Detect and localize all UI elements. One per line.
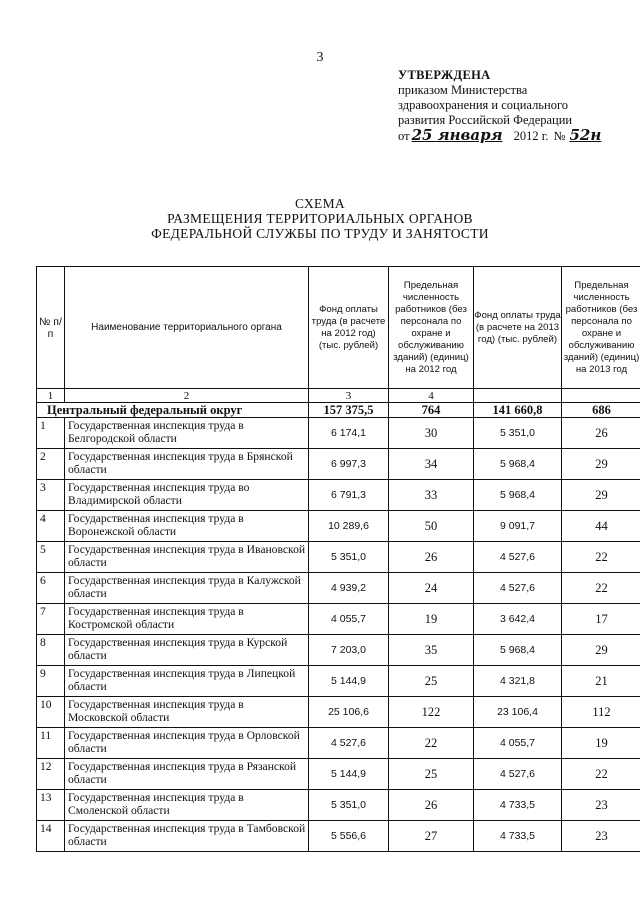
row-number: 12 <box>37 759 65 790</box>
inspection-name: Государственная инспекция труда в Брянской области <box>65 449 309 480</box>
header-staff-2013: Предельная численность работников (без персонала по охране и обслуживанию зданий) (единиц) на 2013 год <box>562 267 640 389</box>
fund-2012-cell: 5 144,9 <box>309 666 389 697</box>
title-line-2: РАЗМЕЩЕНИЯ ТЕРРИТОРИАЛЬНЫХ ОРГАНОВ <box>167 211 473 226</box>
approval-number-prefix: № <box>553 129 566 143</box>
staff-2013-cell: 29 <box>562 480 640 511</box>
inspection-name: Государственная инспекция труда в Воронежской области <box>65 511 309 542</box>
inspection-name: Государственная инспекция труда в Московской области <box>65 697 309 728</box>
staff-2013-cell: 23 <box>562 790 640 821</box>
table-row <box>37 511 640 542</box>
fund-2012-cell: 4 055,7 <box>309 604 389 635</box>
fund-2013-cell: 4 527,6 <box>474 759 562 790</box>
row-number: 4 <box>37 511 65 542</box>
title-line-1: СХЕМА <box>295 196 345 211</box>
staff-2013-cell: 29 <box>562 635 640 666</box>
staff-2012-cell: 30 <box>389 418 474 449</box>
table-row <box>37 573 640 604</box>
approval-line-3: развития Российской Федерации <box>398 113 573 127</box>
staff-2012-cell: 34 <box>389 449 474 480</box>
staff-2012-cell: 26 <box>389 790 474 821</box>
header-fund-2013: Фонд оплаты труда (в расчете на 2013 год) (тыс. рублей) <box>474 267 562 389</box>
row-number: 5 <box>37 542 65 573</box>
staff-2013-cell: 29 <box>562 449 640 480</box>
table-row <box>37 604 640 635</box>
column-number: 1 <box>37 389 65 403</box>
document-title <box>0 196 640 241</box>
row-number: 9 <box>37 666 65 697</box>
column-number: 4 <box>389 389 474 403</box>
row-number: 10 <box>37 697 65 728</box>
table-row <box>37 666 640 697</box>
fund-2013-cell: 5 351,0 <box>474 418 562 449</box>
staff-2012-cell: 27 <box>389 821 474 852</box>
fund-2013-cell: 9 091,7 <box>474 511 562 542</box>
fund-2012-cell: 6 791,3 <box>309 480 389 511</box>
fund-2012-cell: 25 106,6 <box>309 697 389 728</box>
row-number: 3 <box>37 480 65 511</box>
staffing-table <box>36 266 640 852</box>
approval-title: УТВЕРЖДЕНА <box>398 68 491 82</box>
approval-date-line <box>398 128 628 144</box>
row-number: 2 <box>37 449 65 480</box>
row-number: 11 <box>37 728 65 759</box>
fund-2013-cell: 4 055,7 <box>474 728 562 759</box>
staff-2012-cell: 33 <box>389 480 474 511</box>
table-row <box>37 480 640 511</box>
inspection-name: Государственная инспекция труда в Белгородской области <box>65 418 309 449</box>
staff-2013-cell: 112 <box>562 697 640 728</box>
table-row <box>37 418 640 449</box>
row-number: 8 <box>37 635 65 666</box>
fund-2012-cell: 7 203,0 <box>309 635 389 666</box>
column-number <box>474 389 562 403</box>
district-fund-2012: 157 375,5 <box>309 403 389 418</box>
fund-2013-cell: 3 642,4 <box>474 604 562 635</box>
staff-2012-cell: 19 <box>389 604 474 635</box>
inspection-name: Государственная инспекция труда во Владимирской области <box>65 480 309 511</box>
staff-2012-cell: 35 <box>389 635 474 666</box>
table-row <box>37 542 640 573</box>
fund-2012-cell: 4 939,2 <box>309 573 389 604</box>
inspection-name: Государственная инспекция труда в Ивановской области <box>65 542 309 573</box>
approval-line-1: приказом Министерства <box>398 83 528 97</box>
staff-2012-cell: 25 <box>389 759 474 790</box>
fund-2013-cell: 5 968,4 <box>474 635 562 666</box>
fund-2013-cell: 4 527,6 <box>474 542 562 573</box>
fund-2012-cell: 5 144,9 <box>309 759 389 790</box>
handwritten-date: 25 января <box>411 126 503 144</box>
row-number: 1 <box>37 418 65 449</box>
approval-stamp <box>398 68 628 144</box>
page-number: 3 <box>316 50 324 65</box>
fund-2013-cell: 23 106,4 <box>474 697 562 728</box>
inspection-name: Государственная инспекция труда в Калужской области <box>65 573 309 604</box>
table-body <box>37 418 640 852</box>
inspection-name: Государственная инспекция труда в Орловской области <box>65 728 309 759</box>
approval-line-2: здравоохранения и социального <box>398 98 569 112</box>
inspection-name: Государственная инспекция труда в Рязанской области <box>65 759 309 790</box>
fund-2012-cell: 6 997,3 <box>309 449 389 480</box>
table-row <box>37 759 640 790</box>
fund-2013-cell: 4 321,8 <box>474 666 562 697</box>
district-row <box>37 403 640 418</box>
table-header-row <box>37 267 640 389</box>
inspection-name: Государственная инспекция труда в Липецкой области <box>65 666 309 697</box>
staff-2013-cell: 26 <box>562 418 640 449</box>
column-number: 2 <box>65 389 309 403</box>
fund-2012-cell: 5 351,0 <box>309 542 389 573</box>
staff-2012-cell: 50 <box>389 511 474 542</box>
inspection-name: Государственная инспекция труда в Тамбовской области <box>65 821 309 852</box>
row-number: 14 <box>37 821 65 852</box>
district-name: Центральный федеральный округ <box>37 403 309 418</box>
staff-2012-cell: 25 <box>389 666 474 697</box>
fund-2013-cell: 5 968,4 <box>474 449 562 480</box>
fund-2012-cell: 5 556,6 <box>309 821 389 852</box>
staff-2013-cell: 21 <box>562 666 640 697</box>
row-number: 7 <box>37 604 65 635</box>
row-number: 13 <box>37 790 65 821</box>
staff-2012-cell: 122 <box>389 697 474 728</box>
table-row <box>37 635 640 666</box>
approval-year: 2012 г. <box>513 129 549 143</box>
column-number-row <box>37 389 640 403</box>
staff-2013-cell: 19 <box>562 728 640 759</box>
header-fund-2012: Фонд оплаты труда (в расчете на 2012 год) (тыс. рублей) <box>309 267 389 389</box>
inspection-name: Государственная инспекция труда в Курской области <box>65 635 309 666</box>
staff-2013-cell: 17 <box>562 604 640 635</box>
staff-2012-cell: 24 <box>389 573 474 604</box>
district-staff-2013: 686 <box>562 403 640 418</box>
table-row <box>37 821 640 852</box>
inspection-name: Государственная инспекция труда в Костромской области <box>65 604 309 635</box>
staff-2013-cell: 44 <box>562 511 640 542</box>
fund-2013-cell: 5 968,4 <box>474 480 562 511</box>
fund-2013-cell: 4 733,5 <box>474 821 562 852</box>
table-row <box>37 697 640 728</box>
staff-2013-cell: 23 <box>562 821 640 852</box>
fund-2012-cell: 5 351,0 <box>309 790 389 821</box>
column-number: 3 <box>309 389 389 403</box>
header-number: № п/п <box>37 267 65 389</box>
fund-2012-cell: 10 289,6 <box>309 511 389 542</box>
staff-2013-cell: 22 <box>562 759 640 790</box>
staff-2013-cell: 22 <box>562 542 640 573</box>
staff-2013-cell: 22 <box>562 573 640 604</box>
title-line-3: ФЕДЕРАЛЬНОЙ СЛУЖБЫ ПО ТРУДУ И ЗАНЯТОСТИ <box>151 226 489 241</box>
staff-2012-cell: 26 <box>389 542 474 573</box>
header-staff-2012: Предельная численность работников (без персонала по охране и обслуживанию зданий) (единиц) на 2012 год <box>389 267 474 389</box>
fund-2013-cell: 4 733,5 <box>474 790 562 821</box>
staff-2012-cell: 22 <box>389 728 474 759</box>
table-row <box>37 449 640 480</box>
approval-prefix: от <box>398 129 410 143</box>
handwritten-number: 52н <box>569 126 602 144</box>
fund-2012-cell: 4 527,6 <box>309 728 389 759</box>
column-number <box>562 389 640 403</box>
row-number: 6 <box>37 573 65 604</box>
fund-2012-cell: 6 174,1 <box>309 418 389 449</box>
district-fund-2013: 141 660,8 <box>474 403 562 418</box>
table-row <box>37 790 640 821</box>
fund-2013-cell: 4 527,6 <box>474 573 562 604</box>
table-row <box>37 728 640 759</box>
header-name: Наименование территориального органа <box>65 267 309 389</box>
district-staff-2012: 764 <box>389 403 474 418</box>
inspection-name: Государственная инспекция труда в Смоленской области <box>65 790 309 821</box>
